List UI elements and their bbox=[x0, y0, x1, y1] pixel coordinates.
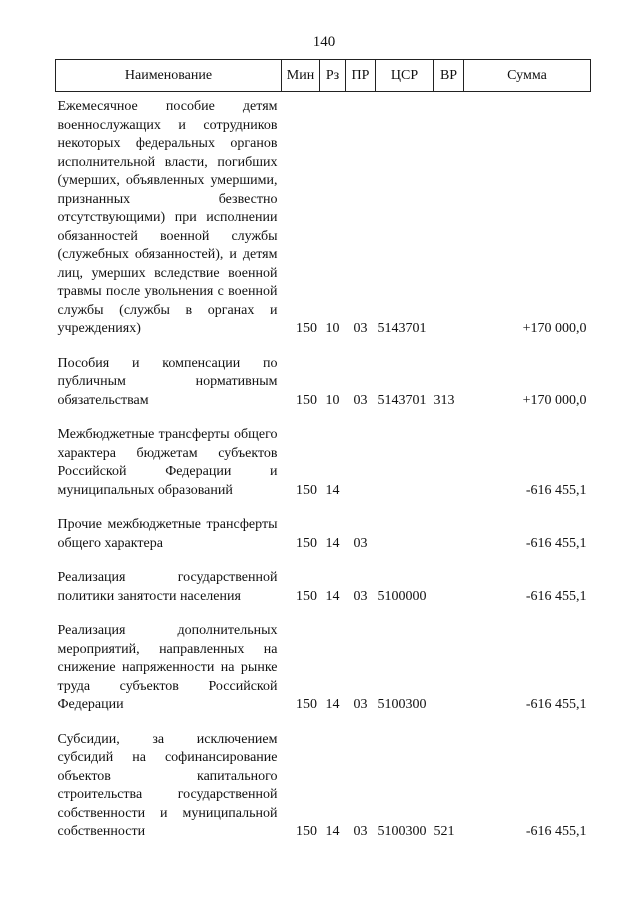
row-pr bbox=[346, 426, 376, 516]
row-vr bbox=[434, 92, 464, 355]
row-sum: -616 455,1 bbox=[525, 824, 587, 839]
row-pr: 03 bbox=[353, 392, 368, 408]
row-sum: +170 000,0 bbox=[522, 392, 587, 408]
row-pr: 03 bbox=[353, 535, 368, 551]
row-pr: 03 bbox=[353, 588, 368, 604]
column-header-rz: Рз bbox=[320, 60, 346, 92]
row-sum: -616 455,1 bbox=[525, 535, 587, 551]
table-header-row bbox=[56, 60, 591, 92]
row-name: Реализация государственной политики занятости населения bbox=[57, 570, 278, 604]
row-name: Ежемесячное пособие детям военнослужащих и сотрудников некоторых федеральных органов исполнительной власти, погибших (умерших, объявленных умершими, признанных безвестно отсутствующими) при исполнении обязанностей военной службы (служебных обязанностей), и детям лиц, умерших вследствие военной травмы после увольнения с военной службы (службы в органах и учреждениях) bbox=[57, 99, 278, 336]
row-csr bbox=[376, 426, 434, 516]
row-rz: 14 bbox=[325, 824, 340, 839]
row-min: 150 bbox=[296, 392, 317, 408]
row-min: 150 bbox=[296, 482, 317, 498]
row-csr: 5100300 bbox=[377, 697, 427, 712]
row-vr: 313 bbox=[433, 392, 455, 408]
budget-table bbox=[55, 59, 591, 858]
row-pr: 03 bbox=[353, 321, 368, 336]
table-row bbox=[56, 516, 591, 569]
table-row bbox=[56, 355, 591, 427]
row-sum: -616 455,1 bbox=[525, 588, 587, 604]
column-header-csr: ЦСР bbox=[376, 60, 434, 92]
row-vr: 521 bbox=[433, 824, 455, 839]
row-min: 150 bbox=[296, 588, 317, 604]
row-pr: 03 bbox=[353, 697, 368, 712]
row-pr: 03 bbox=[353, 824, 368, 839]
row-sum: -616 455,1 bbox=[525, 482, 587, 498]
row-vr bbox=[434, 516, 464, 569]
column-header-pr: ПР bbox=[346, 60, 376, 92]
row-csr: 5143701 bbox=[377, 321, 427, 336]
row-rz: 14 bbox=[325, 588, 340, 604]
column-header-vr: ВР bbox=[434, 60, 464, 92]
column-header-sum: Сумма bbox=[464, 60, 591, 92]
row-name: Субсидии, за исключением субсидий на софинансирование объектов капитального строительства государственной собственности и муниципальной собственности bbox=[57, 731, 278, 839]
row-rz: 14 bbox=[325, 697, 340, 712]
row-min: 150 bbox=[296, 824, 317, 839]
row-name: Межбюджетные трансферты общего характера бюджетам субъектов Российской Федерации и муниципальных образований bbox=[57, 427, 278, 498]
row-sum: -616 455,1 bbox=[525, 697, 587, 712]
row-min: 150 bbox=[296, 321, 317, 336]
table-row bbox=[56, 426, 591, 516]
row-min: 150 bbox=[296, 535, 317, 551]
table-row bbox=[56, 569, 591, 622]
row-csr: 5100000 bbox=[377, 588, 427, 604]
row-vr bbox=[434, 622, 464, 731]
row-csr: 5143701 bbox=[377, 392, 427, 408]
row-vr bbox=[434, 426, 464, 516]
table-row bbox=[56, 92, 591, 355]
row-name: Реализация дополнительных мероприятий, направленных на снижение напряженности на рынке труда субъектов Российской Федерации bbox=[57, 623, 278, 712]
row-min: 150 bbox=[296, 697, 317, 712]
column-header-name: Наименование bbox=[56, 60, 282, 92]
row-name: Пособия и компенсации по публичным нормативным обязательствам bbox=[57, 355, 278, 408]
row-csr bbox=[376, 516, 434, 569]
row-rz: 14 bbox=[325, 482, 340, 498]
row-vr bbox=[434, 569, 464, 622]
page-number: 140 bbox=[312, 34, 336, 50]
row-rz: 10 bbox=[325, 321, 340, 336]
row-sum: +170 000,0 bbox=[522, 321, 587, 336]
row-csr: 5100300 bbox=[377, 824, 427, 839]
row-name: Прочие межбюджетные трансферты общего характера bbox=[57, 517, 278, 551]
table-row bbox=[56, 731, 591, 858]
column-header-min: Мин bbox=[282, 60, 320, 92]
table-row bbox=[56, 622, 591, 731]
row-rz: 14 bbox=[325, 535, 340, 551]
row-rz: 10 bbox=[325, 392, 340, 408]
